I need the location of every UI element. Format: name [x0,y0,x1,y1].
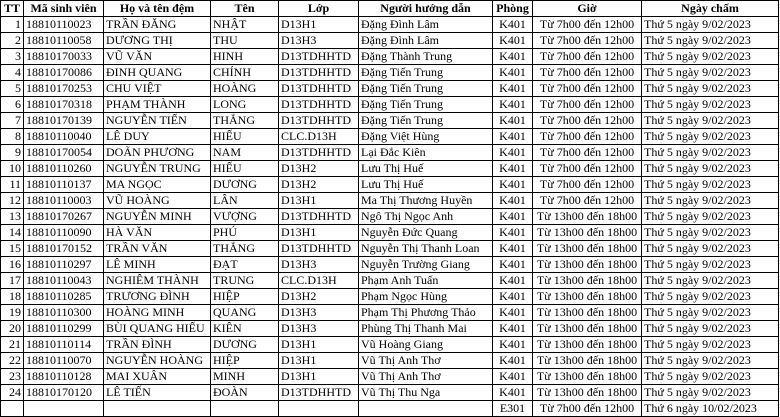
time-cell: Từ 13h00 đến 18h00 [533,209,642,225]
row-number-cell: 24 [1,385,24,401]
table-row [1,161,779,177]
first-name-cell: ĐẠT [211,257,279,273]
table-body [1,17,779,417]
surname-cell: TRẦN ĐÌNH [104,337,211,353]
class-cell: D13H1 [279,369,359,385]
first-name-cell: THU [211,33,279,49]
room-cell: K401 [493,225,533,241]
student-id-cell: 18810170033 [24,49,104,65]
first-name-cell: HINH [211,49,279,65]
table-row [1,321,779,337]
class-cell: D13H1 [279,353,359,369]
time-cell: Từ 7h00 đến 12h00 [533,129,642,145]
date-cell: Thứ 5 ngày 9/02/2023 [642,273,779,289]
class-cell: D13H3 [279,33,359,49]
supervisor-cell: Vũ Thị Thu Nga [359,385,493,401]
student-id-cell: 18810110043 [24,273,104,289]
class-cell: D13H1 [279,17,359,33]
student-id-cell: 18810110058 [24,33,104,49]
date-cell: Thứ 5 ngày 9/02/2023 [642,337,779,353]
student-id-cell: 18810170120 [24,385,104,401]
room-cell: K401 [493,209,533,225]
table-row [1,353,779,369]
surname-cell: MA NGỌC [104,177,211,193]
time-cell: Từ 7h00 đến 12h00 [533,49,642,65]
first-name-cell: QUANG [211,305,279,321]
supervisor-cell: Đặng Tiến Trung [359,97,493,113]
class-cell: D13TDHHTD [279,113,359,129]
student-id-cell: 18810110114 [24,337,104,353]
supervisor-cell: Vũ Thị Anh Thơ [359,369,493,385]
time-cell: Từ 13h00 đến 18h00 [533,257,642,273]
class-cell: D13H3 [279,321,359,337]
first-name-cell: THẮNG [211,241,279,257]
row-number-cell: 5 [1,81,24,97]
room-cell: K401 [493,241,533,257]
first-name-cell: PHÚ [211,225,279,241]
row-number-cell: 21 [1,337,24,353]
supervisor-cell: Phạm Ngọc Hùng [359,289,493,305]
row-number-cell: 2 [1,33,24,49]
first-name-cell: CHÍNH [211,65,279,81]
supervisor-cell: Đặng Tiến Trung [359,81,493,97]
room-cell: K401 [493,17,533,33]
surname-cell: NGUYỄN TRUNG [104,161,211,177]
time-cell: Từ 13h00 đến 18h00 [533,337,642,353]
table-row [1,97,779,113]
time-cell: Từ 13h00 đến 18h00 [533,225,642,241]
supervisor-cell: Đặng Tiến Trung [359,113,493,129]
room-cell: K401 [493,145,533,161]
date-cell: Thứ 5 ngày 9/02/2023 [642,241,779,257]
header-date: Ngày chấm [642,1,779,17]
time-cell: Từ 7h00 đến 12h00 [533,177,642,193]
first-name-cell: NHẬT [211,17,279,33]
row-number-cell: 4 [1,65,24,81]
time-cell: Từ 13h00 đến 18h00 [533,321,642,337]
first-name-cell: DƯƠNG [211,177,279,193]
date-cell: Thứ 5 ngày 9/02/2023 [642,209,779,225]
table-row [1,241,779,257]
student-id-cell: 18810110128 [24,369,104,385]
supervisor-cell: Phùng Thị Thanh Mai [359,321,493,337]
student-id-cell: 18810170054 [24,145,104,161]
supervisor-cell: Phạm Thị Phương Thảo [359,305,493,321]
date-cell: Thứ 6 ngày 10/02/2023 [642,401,779,417]
room-cell: K401 [493,97,533,113]
student-id-cell: 18810170086 [24,65,104,81]
row-number-cell: 23 [1,369,24,385]
table-row [1,17,779,33]
date-cell: Thứ 5 ngày 9/02/2023 [642,321,779,337]
date-cell: Thứ 5 ngày 9/02/2023 [642,113,779,129]
student-id-cell: 18810170152 [24,241,104,257]
first-name-cell: LÂN [211,193,279,209]
student-id-cell: 18810110040 [24,129,104,145]
student-id-cell: 18810110260 [24,161,104,177]
room-cell: K401 [493,321,533,337]
date-cell: Thứ 5 ngày 9/02/2023 [642,145,779,161]
header-class: Lớp [279,1,359,17]
table-row [1,305,779,321]
room-cell: K401 [493,177,533,193]
time-cell: Từ 7h00 đến 12h00 [533,65,642,81]
row-number-cell: 6 [1,97,24,113]
class-cell: D13TDHHTD [279,49,359,65]
table-row [1,369,779,385]
surname-cell: NGHIÊM THÀNH [104,273,211,289]
supervisor-cell: Đặng Đình Lâm [359,33,493,49]
class-cell: CLC.D13H [279,129,359,145]
room-cell: K401 [493,49,533,65]
row-number-cell: 7 [1,113,24,129]
student-id-cell: 18810110003 [24,193,104,209]
table-row [1,145,779,161]
supervisor-cell: Đặng Tiến Trung [359,65,493,81]
surname-cell: NGUYỄN MINH [104,209,211,225]
row-number-cell: 10 [1,161,24,177]
class-cell: D13TDHHTD [279,385,359,401]
header-row [1,1,779,17]
row-number-cell: 22 [1,353,24,369]
table-row [1,49,779,65]
surname-cell: TRƯƠNG ĐÌNH [104,289,211,305]
table-row [1,209,779,225]
class-cell: D13TDHHTD [279,145,359,161]
surname-cell: BÙI QUANG HIẾU [104,321,211,337]
surname-cell: NGUYỄN TIẾN [104,113,211,129]
time-cell: Từ 13h00 đến 18h00 [533,353,642,369]
first-name-cell: HIẾU [211,161,279,177]
supervisor-cell: Lưu Thị Huế [359,161,493,177]
time-cell: Từ 7h00 đến 12h00 [533,401,642,417]
class-cell: D13H3 [279,257,359,273]
room-cell: K401 [493,161,533,177]
date-cell: Thứ 5 ngày 9/02/2023 [642,257,779,273]
surname-cell: ĐINH QUANG [104,65,211,81]
room-cell: K401 [493,305,533,321]
date-cell: Thứ 5 ngày 9/02/2023 [642,353,779,369]
class-cell: CLC.D13H [279,273,359,289]
header-student-id: Mã sinh viên [24,1,104,17]
class-cell: D13H1 [279,225,359,241]
table-row [1,225,779,241]
row-number-cell: 13 [1,209,24,225]
room-cell: K401 [493,353,533,369]
class-cell: D13H2 [279,289,359,305]
date-cell: Thứ 5 ngày 9/02/2023 [642,305,779,321]
supervisor-cell: Ngô Thị Ngọc Anh [359,209,493,225]
surname-cell: TRẦN ĐĂNG [104,17,211,33]
student-id-cell: 18810170267 [24,209,104,225]
student-id-cell: 18810110070 [24,353,104,369]
table-row [1,289,779,305]
first-name-cell: ĐOÀN [211,385,279,401]
time-cell: Từ 7h00 đến 12h00 [533,145,642,161]
supervisor-cell: Vũ Thị Anh Thơ [359,353,493,369]
first-name-cell: LONG [211,97,279,113]
surname-cell: HOÀNG MINH [104,305,211,321]
row-number-cell: 8 [1,129,24,145]
header-supervisor: Người hướng dẫn [359,1,493,17]
time-cell: Từ 7h00 đến 12h00 [533,97,642,113]
student-id-cell: 18810110285 [24,289,104,305]
room-cell: K401 [493,369,533,385]
student-id-cell: 18810170318 [24,97,104,113]
class-cell: D13TDHHTD [279,65,359,81]
time-cell: Từ 13h00 đến 18h00 [533,273,642,289]
date-cell: Thứ 5 ngày 9/02/2023 [642,129,779,145]
room-cell: E301 [493,401,533,417]
first-name-cell: KIÊN [211,321,279,337]
time-cell: Từ 13h00 đến 18h00 [533,305,642,321]
table-row [1,177,779,193]
class-cell: D13H1 [279,193,359,209]
student-id-cell: 18810170139 [24,113,104,129]
row-number-cell: 19 [1,305,24,321]
date-cell: Thứ 5 ngày 9/02/2023 [642,161,779,177]
header-room: Phòng [493,1,533,17]
first-name-cell: TRUNG [211,273,279,289]
time-cell: Từ 7h00 đến 12h00 [533,113,642,129]
class-cell: D13H3 [279,305,359,321]
date-cell: Thứ 5 ngày 9/02/2023 [642,81,779,97]
supervisor-cell: Đặng Việt Hùng [359,129,493,145]
first-name-cell: MINH [211,369,279,385]
class-cell: D13TDHHTD [279,241,359,257]
time-cell: Từ 7h00 đến 12h00 [533,81,642,97]
table-row [1,385,779,401]
surname-cell: VŨ HOÀNG [104,193,211,209]
table-row [1,257,779,273]
table-row [1,65,779,81]
first-name-cell: DƯƠNG [211,337,279,353]
class-cell: D13H2 [279,177,359,193]
room-cell: K401 [493,65,533,81]
surname-cell: PHẠM THÀNH [104,97,211,113]
row-number-cell: 16 [1,257,24,273]
class-cell: D13TDHHTD [279,209,359,225]
first-name-cell: HOÀNG [211,81,279,97]
supervisor-cell: Đặng Thành Trung [359,49,493,65]
date-cell: Thứ 5 ngày 9/02/2023 [642,17,779,33]
date-cell: Thứ 5 ngày 9/02/2023 [642,33,779,49]
date-cell: Thứ 5 ngày 9/02/2023 [642,369,779,385]
row-number-cell: 1 [1,17,24,33]
first-name-cell: NAM [211,145,279,161]
date-cell: Thứ 5 ngày 9/02/2023 [642,177,779,193]
first-name-cell: THẮNG [211,113,279,129]
header-tt: TT [1,1,24,17]
student-id-cell: 18810110299 [24,321,104,337]
room-cell: K401 [493,81,533,97]
supervisor-cell: Nguyễn Thị Thanh Loan [359,241,493,257]
supervisor-cell: Phạm Anh Tuấn [359,273,493,289]
surname-cell: DƯƠNG THỊ [104,33,211,49]
row-number-cell: 9 [1,145,24,161]
surname-cell: LÊ MINH [104,257,211,273]
supervisor-cell: Lưu Thị Huế [359,177,493,193]
student-id-cell: 18810110297 [24,257,104,273]
room-cell: K401 [493,129,533,145]
first-name-cell: VƯỢNG [211,209,279,225]
time-cell: Từ 7h00 đến 12h00 [533,17,642,33]
time-cell: Từ 13h00 đến 18h00 [533,289,642,305]
surname-cell: MAI XUÂN [104,369,211,385]
surname-cell: DOÃN PHƯƠNG [104,145,211,161]
supervisor-cell: Vũ Hoàng Giang [359,337,493,353]
surname-cell: NGUYỄN HOÀNG [104,353,211,369]
room-cell: K401 [493,193,533,209]
room-cell: K401 [493,113,533,129]
room-cell: K401 [493,273,533,289]
supervisor-cell: Đặng Đình Lâm [359,17,493,33]
table-row [1,273,779,289]
surname-cell: HÀ VĂN [104,225,211,241]
class-cell: D13H1 [279,337,359,353]
room-cell: K401 [493,257,533,273]
class-cell: D13TDHHTD [279,97,359,113]
supervisor-cell: Lại Đắc Kiên [359,145,493,161]
supervisor-cell: Ma Thị Thương Huyền [359,193,493,209]
class-cell: D13H2 [279,161,359,177]
date-cell: Thứ 5 ngày 9/02/2023 [642,193,779,209]
date-cell: Thứ 5 ngày 9/02/2023 [642,225,779,241]
room-cell: K401 [493,385,533,401]
row-number-cell: 12 [1,193,24,209]
student-id-cell: 18810110300 [24,305,104,321]
time-cell: Từ 7h00 đến 12h00 [533,33,642,49]
time-cell: Từ 13h00 đến 18h00 [533,385,642,401]
table-row [1,33,779,49]
row-number-cell: 14 [1,225,24,241]
table-row [1,129,779,145]
class-cell: D13TDHHTD [279,81,359,97]
surname-cell: LÊ TIẾN [104,385,211,401]
time-cell: Từ 13h00 đến 18h00 [533,241,642,257]
surname-cell: LÊ DUY [104,129,211,145]
surname-cell: TRẦN VĂN [104,241,211,257]
supervisor-cell: Nguyễn Đức Quang [359,225,493,241]
table-row [1,113,779,129]
row-number-cell: 15 [1,241,24,257]
student-id-cell: 18810170253 [24,81,104,97]
first-name-cell: HIỆP [211,289,279,305]
room-cell: K401 [493,33,533,49]
date-cell: Thứ 5 ngày 9/02/2023 [642,97,779,113]
date-cell: Thứ 5 ngày 9/02/2023 [642,385,779,401]
student-id-cell: 18810110023 [24,17,104,33]
time-cell: Từ 7h00 đến 12h00 [533,193,642,209]
table-row [1,193,779,209]
header-time: Giờ [533,1,642,17]
first-name-cell: HIẾU [211,129,279,145]
header-surname: Họ và tên đệm [104,1,211,17]
row-number-cell: 18 [1,289,24,305]
row-number-cell: 11 [1,177,24,193]
row-number-cell: 17 [1,273,24,289]
header-first-name: Tên [211,1,279,17]
supervisor-cell: Nguyễn Trường Giang [359,257,493,273]
date-cell: Thứ 5 ngày 9/02/2023 [642,289,779,305]
table-row [1,81,779,97]
first-name-cell: HIỆP [211,353,279,369]
student-id-cell: 18810110090 [24,225,104,241]
time-cell: Từ 13h00 đến 18h00 [533,369,642,385]
table-row [1,337,779,353]
surname-cell: CHU VIỆT [104,81,211,97]
surname-cell: VŨ VĂN [104,49,211,65]
room-cell: K401 [493,337,533,353]
date-cell: Thứ 5 ngày 9/02/2023 [642,49,779,65]
row-number-cell: 3 [1,49,24,65]
student-id-cell: 18810110137 [24,177,104,193]
date-cell: Thứ 5 ngày 9/02/2023 [642,65,779,81]
room-cell: K401 [493,289,533,305]
row-number-cell: 20 [1,321,24,337]
time-cell: Từ 7h00 đến 12h00 [533,161,642,177]
